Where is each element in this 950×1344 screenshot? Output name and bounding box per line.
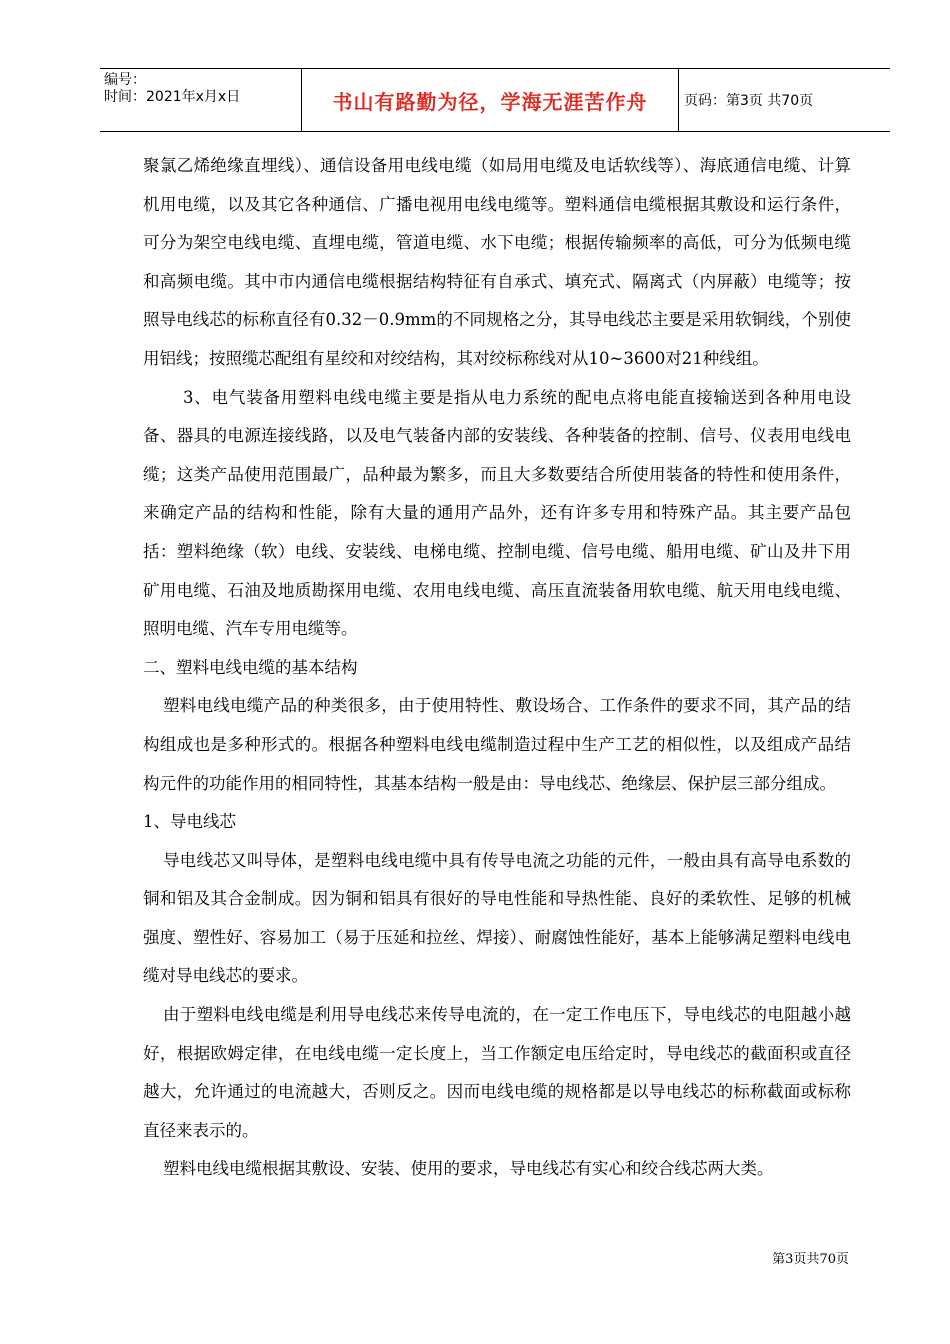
paragraph-equipment-cables: 3、电气装备用塑料电线电缆主要是指从电力系统的配电点将电能直接输送到各种用电设备、器具的电源连接线路，以及电气装备内部的安装线、各种装备的控制、信号、仪表用电线电缆；这类产品使用范围最广，品种最为繁多，而且大多数要结合所使用装备的特性和使用条件，来确定产品的结构和性能，除有大量的通用产品外，还有许多专用和特殊产品。其主要产品包括：塑料绝缘（软）电线、安装线、电梯电缆、控制电缆、信号电缆、船用电缆、矿山及井下用矿用电缆、石油及地质勘探用电缆、农用电线电缆、高压直流装备用软电缆、航天用电线电缆、照明电缆、汽车专用电缆等。 [143, 387, 851, 639]
header-left-cell [100, 69, 302, 131]
paragraph-conductor-material: 导电线芯又叫导体，是塑料电线电缆中具有传导电流之功能的元件，一般由具有高导电系数的铜和铝及其合金制成。因为铜和铝具有很好的导电性能和导热性能、良好的柔软性、足够的机械强度、塑性好、容易加工（易于压延和拉丝、焊接）、耐腐蚀性能好，基本上能够满足塑料电线电缆对导电线芯的要求。 [143, 850, 851, 986]
page-header [100, 68, 890, 132]
subsection-heading-conductor: 1、导电线芯 [143, 812, 236, 832]
paragraph-structure-intro: 塑料电线电缆产品的种类很多，由于使用特性、敷设场合、工作条件的要求不同，其产品的结构组成也是多种形式的。根据各种塑料电线电缆制造过程中生产工艺的相似性，以及组成产品结构元件的功能作用的相同特性，其基本结构一般是由：导电线芯、绝缘层、保护层三部分组成。 [143, 696, 851, 793]
paragraph-conductor-types: 塑料电线电缆根据其敷设、安装、使用的要求，导电线芯有实心和绞合线芯两大类。 [163, 1159, 774, 1179]
paragraph-conductor-resistance: 由于塑料电线电缆是利用导电线芯来传导电流的，在一定工作电压下，导电线芯的电阻越小越好，根据欧姆定律，在电线电缆一定长度上，当工作额定电压给定时，导电线芯的截面积或直径越大，允许通过的电流越大，否则反之。因而电线电缆的规格都是以导电线芯的标称截面或标称直径来表示的。 [143, 1005, 851, 1140]
document-number-label: 编号： [104, 72, 146, 88]
header-page-cell [679, 69, 890, 131]
section-heading-basic-structure: 二、塑料电线电缆的基本结构 [143, 657, 358, 677]
page-footer: 第3页共70页 [772, 1252, 849, 1267]
header-page-info: 页码：第3页 共70页 [684, 93, 814, 109]
header-motto-cell [302, 69, 679, 131]
document-date-label: 时间：2021年x月x日 [104, 89, 241, 105]
document-body [143, 147, 851, 1189]
header-motto: 书山有路勤为径，学海无涯苦作舟 [332, 89, 648, 114]
paragraph-communication-cables: 聚氯乙烯绝缘直埋线）、通信设备用电线电缆（如局用电缆及电话软线等）、海底通信电缆、计算机用电缆，以及其它各种通信、广播电视用电线电缆等。塑料通信电缆根据其敷设和运行条件，可分为架空电线电缆、直埋电缆，管道电缆、水下电缆；根据传输频率的高低，可分为低频电缆和高频电缆。其中市内通信电缆根据结构特征有自承式、填充式、隔离式（内屏蔽）电缆等；按照导电线芯的标称直径有0.32－0.9mm的不同规格之分，其导电线芯主要是采用软铜线，个别使用铝线；按照缆芯配组有星绞和对绞结构，其对绞标称线对从10~3600对21种线组。 [143, 156, 851, 368]
